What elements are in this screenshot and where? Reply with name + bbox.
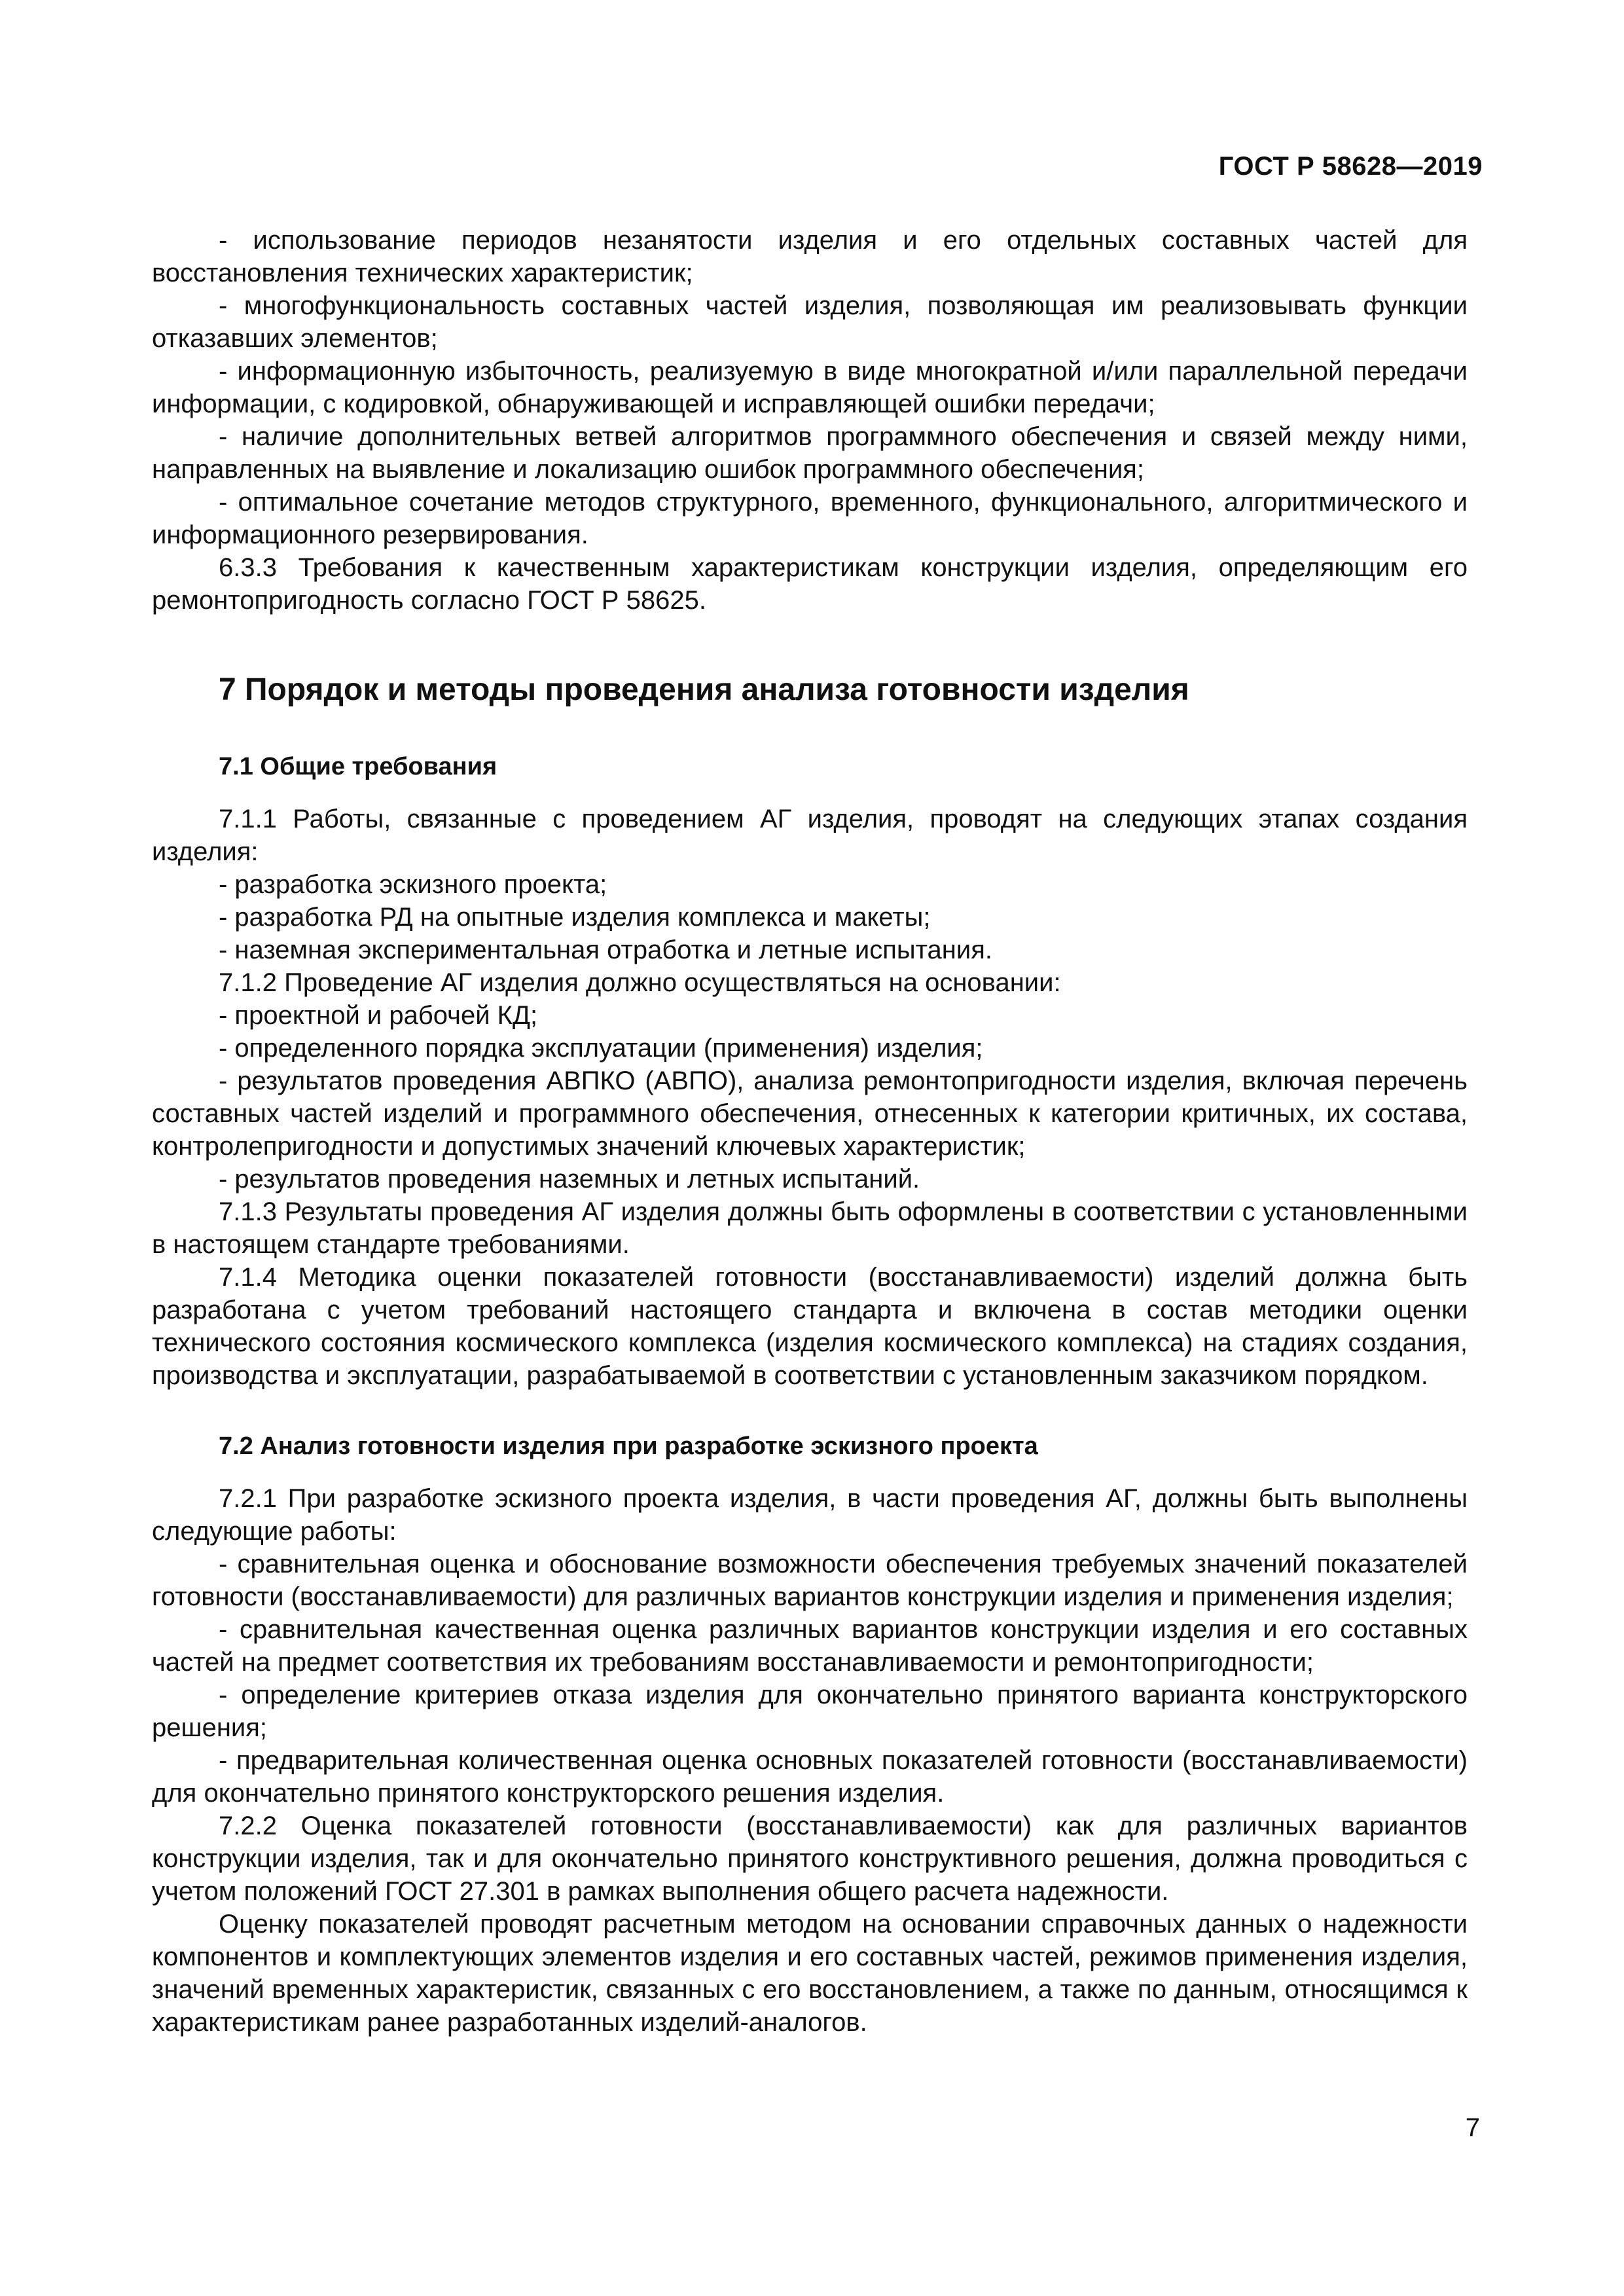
list-item: - информационную избыточность, реализуемую в виде многократной и/или параллельной передачи информации, с кодировкой, обнаруживающей и исправляющей ошибки передачи; <box>152 357 1468 418</box>
list-item: - наличие дополнительных ветвей алгоритмов программного обеспечения и связей между ними, направленных на выявление и локализацию ошибок программного обеспечения; <box>152 422 1468 484</box>
paragraph: 7.1.2 Проведение АГ изделия должно осуществляться на основании: <box>219 968 1061 997</box>
list-item: - результатов проведения АВПКО (АВПО), анализа ремонтопригодности изделия, включая перечень составных частей изделий и программного обеспечения, отнесенных к категории критичных, их состава, контролепригодности и допустимых значений ключевых характеристик; <box>152 1066 1468 1161</box>
list-item: - определенного порядка эксплуатации (применения) изделия; <box>219 1034 983 1063</box>
list-item: - определение критериев отказа изделия для окончательно принятого варианта конструкторского решения; <box>152 1681 1468 1742</box>
subsection-heading: 7.2 Анализ готовности изделия при разработке эскизного проекта <box>219 1432 1038 1460</box>
list-item: - оптимальное сочетание методов структурного, временного, функционального, алгоритмического и информационного резервирования. <box>152 488 1468 549</box>
subsection-heading: 7.1 Общие требования <box>219 753 497 780</box>
paragraph: 6.3.3 Требования к качественным характеристикам конструкции изделия, определяющим его ремонтопригодность согласно ГОСТ Р 58625. <box>152 553 1468 615</box>
paragraph: Оценку показателей проводят расчетным методом на основании справочных данных о надежности компонентов и комплектующих элементов изделия и его составных частей, режимов применения изделия, значений временных характеристик, связанных с его восстановлением, а также по данным, относящимся к характеристикам ранее разработанных изделий-аналогов. <box>152 1910 1468 2037</box>
document-body <box>152 224 1468 2039</box>
list-item: - разработка РД на опытные изделия комплекса и макеты; <box>219 903 931 932</box>
list-item: - проектной и рабочей КД; <box>219 1001 538 1030</box>
list-item: - предварительная количественная оценка основных показателей готовности (восстанавливаемости) для окончательно принятого конструкторского решения изделия. <box>152 1746 1468 1808</box>
list-item: - многофункциональность составных частей изделия, позволяющая им реализовывать функции отказавших элементов; <box>152 291 1468 353</box>
list-item: - результатов проведения наземных и летных испытаний. <box>219 1165 920 1194</box>
list-item: - наземная экспериментальная отработка и летные испытания. <box>219 936 992 964</box>
paragraph: 7.1.1 Работы, связанные с проведением АГ изделия, проводят на следующих этапах создания изделия: <box>152 805 1468 866</box>
list-item: - разработка эскизного проекта; <box>219 870 607 899</box>
section-heading: 7 Порядок и методы проведения анализа готовности изделия <box>219 672 1189 707</box>
paragraph: 7.1.4 Методика оценки показателей готовности (восстанавливаемости) изделий должна быть разработана с учетом требований настоящего стандарта и включена в состав методики оценки технического состояния космического комплекса (изделия космического комплекса) на стадиях создания, производства и эксплуатации, разрабатываемой в соответствии с установленным заказчиком порядком. <box>152 1263 1468 1390</box>
list-item: - сравнительная качественная оценка различных вариантов конструкции изделия и его составных частей на предмет соответствия их требованиям восстанавливаемости и ремонтопригодности; <box>152 1615 1468 1677</box>
paragraph: 7.1.3 Результаты проведения АГ изделия должны быть оформлены в соответствии с установленными в настоящем стандарте требованиями. <box>152 1197 1468 1259</box>
paragraph: 7.2.2 Оценка показателей готовности (восстанавливаемости) как для различных вариантов конструкции изделия, так и для окончательно принятого конструктивного решения, должна проводиться с учетом положений ГОСТ 27.301 в рамках выполнения общего расчета надежности. <box>152 1812 1468 1906</box>
paragraph: 7.2.1 При разработке эскизного проекта изделия, в части проведения АГ, должны быть выполнены следующие работы: <box>152 1484 1468 1546</box>
list-item: - использование периодов незанятости изделия и его отдельных составных частей для восстановления технических характеристик; <box>152 226 1468 287</box>
list-item: - сравнительная оценка и обоснование возможности обеспечения требуемых значений показателей готовности (восстанавливаемости) для различных вариантов конструкции изделия и применения изделия; <box>152 1550 1468 1611</box>
document-code-header: ГОСТ Р 58628—2019 <box>1218 152 1483 181</box>
page-number: 7 <box>1465 2113 1480 2142</box>
